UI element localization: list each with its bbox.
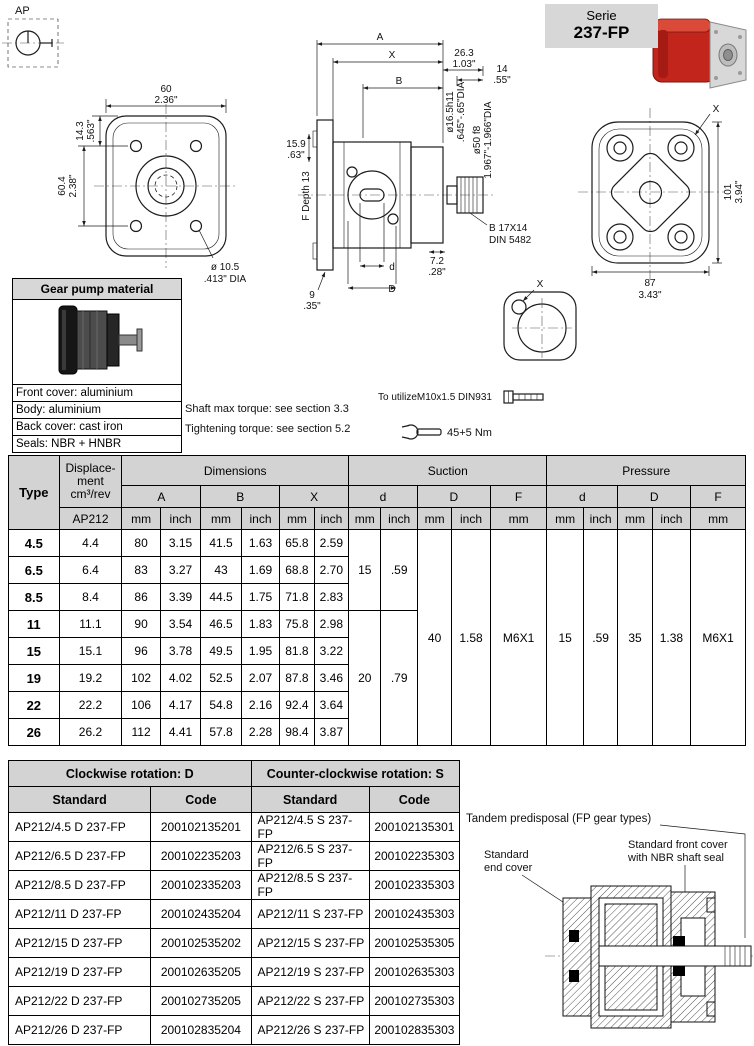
ccw-code-cell: 200102635303 bbox=[369, 958, 459, 987]
dim-cell: 80 bbox=[122, 530, 160, 557]
material-front-cover: Front cover: aluminium bbox=[13, 384, 181, 401]
table-cell: mm bbox=[349, 508, 381, 530]
suction-d-mm: 20 bbox=[349, 611, 381, 746]
type-cell: 8.5 bbox=[9, 584, 60, 611]
pressure-d-inch: .59 bbox=[583, 530, 617, 746]
material-seals: Seals: NBR + HNBR bbox=[13, 435, 181, 452]
dim-cell: 1.75 bbox=[241, 584, 279, 611]
dim-A: A bbox=[376, 32, 384, 43]
table-cell: mm bbox=[201, 508, 241, 530]
dim-cell: 106 bbox=[122, 692, 160, 719]
dim-cell: 1.95 bbox=[241, 638, 279, 665]
dim-cell: 1.63 bbox=[241, 530, 279, 557]
x-callout-label: X bbox=[712, 104, 720, 115]
dim-cell: 112 bbox=[122, 719, 160, 746]
suction-F-header: F bbox=[490, 486, 547, 508]
dim-cell: 3.22 bbox=[314, 638, 348, 665]
material-back-cover: Back cover: cast iron bbox=[13, 418, 181, 435]
table-cell: inch bbox=[241, 508, 279, 530]
tandem-section bbox=[460, 808, 754, 1046]
cross-section-drawing bbox=[545, 886, 754, 1028]
pressure-D-mm: 35 bbox=[618, 530, 652, 746]
dim-cell: 90 bbox=[122, 611, 160, 638]
dim-cell: 6.4 bbox=[59, 557, 122, 584]
type-cell: 4.5 bbox=[9, 530, 60, 557]
dim-cell: 44.5 bbox=[201, 584, 241, 611]
dim-cell: 3.64 bbox=[314, 692, 348, 719]
ccw-code-cell: 200102235303 bbox=[369, 842, 459, 871]
dim-table-row bbox=[9, 530, 746, 557]
pressure-F-header: F bbox=[691, 486, 746, 508]
ccw-standard-cell: AP212/22 S 237-FP bbox=[251, 987, 369, 1016]
ccw-standard-cell: AP212/15 S 237-FP bbox=[251, 929, 369, 958]
dim-cell: 22.2 bbox=[59, 692, 122, 719]
dim-cell: 1.69 bbox=[241, 557, 279, 584]
ordering-table bbox=[8, 760, 460, 1045]
front-cover-label: Standard front cover bbox=[628, 839, 728, 851]
order-table-row bbox=[9, 987, 460, 1016]
dim-cell: 98.4 bbox=[280, 719, 314, 746]
ccw-standard-cell: AP212/11 S 237-FP bbox=[251, 900, 369, 929]
ccw-standard-cell: AP212/26 S 237-FP bbox=[251, 1016, 369, 1045]
dim-cell: 2.83 bbox=[314, 584, 348, 611]
order-table-row bbox=[9, 813, 460, 842]
dim-cell: 57.8 bbox=[201, 719, 241, 746]
dimensions-group-header: Dimensions bbox=[122, 456, 349, 486]
cw-standard-cell: AP212/26 D 237-FP bbox=[9, 1016, 151, 1045]
table-cell: inch bbox=[314, 508, 348, 530]
dim-cell: 3.39 bbox=[160, 584, 200, 611]
material-body: Body: aluminium bbox=[13, 401, 181, 418]
dim-60-inch: 2.36" bbox=[154, 95, 178, 106]
dim-cell: 3.54 bbox=[160, 611, 200, 638]
spline-standard-label: DIN 5482 bbox=[489, 235, 532, 246]
dim-pilot-dia: ø50 f8 bbox=[472, 125, 483, 155]
ccw-code-cell: 200102735303 bbox=[369, 987, 459, 1016]
back-view-drawing bbox=[578, 104, 745, 301]
cw-standard-cell: AP212/8.5 D 237-FP bbox=[9, 871, 151, 900]
dim-cell: 52.5 bbox=[201, 665, 241, 692]
suction-d-inch: .79 bbox=[381, 611, 417, 746]
table-cell: mm bbox=[691, 508, 746, 530]
dim-cell: 2.59 bbox=[314, 530, 348, 557]
table-cell: mm bbox=[547, 508, 583, 530]
dim-26-3-inch: 1.03" bbox=[452, 59, 476, 70]
cw-standard-cell: AP212/15 D 237-FP bbox=[9, 929, 151, 958]
end-cover-label2: end cover bbox=[484, 862, 533, 874]
dim-15-9-inch: .63" bbox=[287, 150, 305, 161]
suction-d-inch: .59 bbox=[381, 530, 417, 611]
end-cover-label: Standard bbox=[484, 849, 529, 861]
dim-14: 14 bbox=[496, 64, 508, 75]
material-box bbox=[12, 278, 182, 453]
dim-pilot-dia-inch: 1.967"-1.966"DIA bbox=[483, 101, 494, 179]
serie-badge bbox=[545, 4, 658, 48]
dim-cell: 2.07 bbox=[241, 665, 279, 692]
cw-code-cell: 200102735205 bbox=[151, 987, 251, 1016]
shaft-torque-note: Shaft max torque: see section 3.3 bbox=[185, 403, 349, 415]
utilize-note: To utilizeM10x1.5 DIN931 bbox=[378, 392, 492, 403]
suction-F: M6X1 bbox=[490, 530, 547, 746]
dim-26-3: 26.3 bbox=[454, 48, 474, 59]
dim-cell: 4.41 bbox=[160, 719, 200, 746]
dim-cell: 2.98 bbox=[314, 611, 348, 638]
suction-D-mm: 40 bbox=[417, 530, 451, 746]
ccw-code-cell: 200102335303 bbox=[369, 871, 459, 900]
order-table-row bbox=[9, 1016, 460, 1045]
dim-cell: 86 bbox=[122, 584, 160, 611]
material-pump-image bbox=[13, 300, 181, 384]
dim-cell: 49.5 bbox=[201, 638, 241, 665]
tandem-note: Tandem predisposal (FP gear types) bbox=[466, 813, 652, 825]
front-cover-label2: with NBR shaft seal bbox=[628, 852, 724, 864]
cw-standard-cell: AP212/19 D 237-FP bbox=[9, 958, 151, 987]
type-cell: 6.5 bbox=[9, 557, 60, 584]
suction-D-header: D bbox=[417, 486, 490, 508]
ccw-code-cell: 200102135301 bbox=[369, 813, 459, 842]
dim-cell: 11.1 bbox=[59, 611, 122, 638]
dim-cell: 1.83 bbox=[241, 611, 279, 638]
wrench-icon bbox=[400, 425, 441, 439]
dimension-table bbox=[8, 455, 746, 746]
dim-cell: 102 bbox=[122, 665, 160, 692]
col-B-header: B bbox=[201, 486, 280, 508]
dim-cell: 71.8 bbox=[280, 584, 314, 611]
ap212-header: AP212 bbox=[59, 508, 122, 530]
pressure-F: M6X1 bbox=[691, 530, 746, 746]
dim-cell: 96 bbox=[122, 638, 160, 665]
type-cell: 11 bbox=[9, 611, 60, 638]
table-cell: inch bbox=[160, 508, 200, 530]
detail-x-label: X bbox=[536, 279, 544, 290]
wrench-torque-value: 45+5 Nm bbox=[447, 427, 492, 439]
pressure-D-header: D bbox=[618, 486, 691, 508]
cw-code-cell: 200102135201 bbox=[151, 813, 251, 842]
dim-cell: 41.5 bbox=[201, 530, 241, 557]
pressure-group-header: Pressure bbox=[547, 456, 746, 486]
suction-d-header: d bbox=[349, 486, 418, 508]
torque-notes bbox=[185, 391, 543, 439]
dim-shaft-dia: ø16.5h11 bbox=[445, 91, 456, 133]
dim-14-inch: .55" bbox=[493, 75, 511, 86]
dim-60-4: 60.4 bbox=[57, 176, 68, 196]
detail-view-drawing bbox=[504, 279, 576, 360]
cw-standard-cell: AP212/4.5 D 237-FP bbox=[9, 813, 151, 842]
cw-code-cell: 200102635205 bbox=[151, 958, 251, 987]
screw-icon bbox=[504, 391, 543, 403]
pressure-d-header: d bbox=[547, 486, 618, 508]
dim-cell: 4.02 bbox=[160, 665, 200, 692]
type-header: Type bbox=[9, 456, 60, 530]
dim-cell: 19.2 bbox=[59, 665, 122, 692]
dim-X: X bbox=[388, 50, 396, 61]
dim-cell: 75.8 bbox=[280, 611, 314, 638]
dim-cell: 83 bbox=[122, 557, 160, 584]
cw-code-cell: 200102535202 bbox=[151, 929, 251, 958]
dim-d-label: d bbox=[389, 262, 395, 273]
dim-cell: 3.78 bbox=[160, 638, 200, 665]
dim-shaft-dia-inch: .645"-.65"DIA bbox=[456, 81, 467, 143]
dim-cell: 2.28 bbox=[241, 719, 279, 746]
dim-14-3-inch: .563" bbox=[86, 119, 97, 143]
order-table-row bbox=[9, 958, 460, 987]
dim-B: B bbox=[395, 76, 403, 87]
cw-code-cell: 200102435204 bbox=[151, 900, 251, 929]
pump-product-image bbox=[653, 19, 746, 88]
dim-cell: 65.8 bbox=[280, 530, 314, 557]
suction-d-mm: 15 bbox=[349, 530, 381, 611]
type-cell: 22 bbox=[9, 692, 60, 719]
table-cell: inch bbox=[381, 508, 417, 530]
dim-7-2: 7.2 bbox=[430, 256, 444, 267]
ccw-code-header: Code bbox=[369, 787, 459, 813]
cw-code-cell: 200102835204 bbox=[151, 1016, 251, 1045]
table-cell: mm bbox=[122, 508, 160, 530]
material-box-title: Gear pump material bbox=[13, 279, 181, 300]
dim-15-9: 15.9 bbox=[286, 139, 306, 150]
dim-cell: 2.16 bbox=[241, 692, 279, 719]
table-cell: mm bbox=[490, 508, 547, 530]
ccw-standard-cell: AP212/4.5 S 237-FP bbox=[251, 813, 369, 842]
dim-101: 101 bbox=[723, 183, 734, 201]
table-cell: inch bbox=[652, 508, 690, 530]
dim-hole-dia-inch: .413" DIA bbox=[203, 274, 247, 285]
order-table-row bbox=[9, 842, 460, 871]
dim-cell: 68.8 bbox=[280, 557, 314, 584]
dim-cell: 92.4 bbox=[280, 692, 314, 719]
table-cell: mm bbox=[280, 508, 314, 530]
ccw-standard-header: Standard bbox=[251, 787, 369, 813]
dim-60: 60 bbox=[160, 84, 172, 95]
ccw-code-cell: 200102535305 bbox=[369, 929, 459, 958]
dim-cell: 15.1 bbox=[59, 638, 122, 665]
type-cell: 26 bbox=[9, 719, 60, 746]
dim-60-4-inch: 2.38" bbox=[68, 174, 79, 198]
dim-D-label: D bbox=[388, 284, 396, 295]
cw-code-cell: 200102235203 bbox=[151, 842, 251, 871]
counter-clockwise-header: Counter-clockwise rotation: S bbox=[251, 761, 459, 787]
pressure-D-inch: 1.38 bbox=[652, 530, 690, 746]
dim-cell: 3.87 bbox=[314, 719, 348, 746]
dim-14-3: 14.3 bbox=[75, 121, 86, 141]
dim-cell: 26.2 bbox=[59, 719, 122, 746]
type-cell: 19 bbox=[9, 665, 60, 692]
table-cell: mm bbox=[417, 508, 451, 530]
dim-cell: 54.8 bbox=[201, 692, 241, 719]
dim-cell: 3.27 bbox=[160, 557, 200, 584]
dim-cell: 2.70 bbox=[314, 557, 348, 584]
dim-cell: 4.17 bbox=[160, 692, 200, 719]
dim-cell: 87.8 bbox=[280, 665, 314, 692]
cw-code-cell: 200102335203 bbox=[151, 871, 251, 900]
order-table-row bbox=[9, 929, 460, 958]
serie-label: Serie bbox=[586, 8, 617, 23]
clockwise-header: Clockwise rotation: D bbox=[9, 761, 252, 787]
dim-cell: 4.4 bbox=[59, 530, 122, 557]
cw-standard-cell: AP212/6.5 D 237-FP bbox=[9, 842, 151, 871]
cw-code-header: Code bbox=[151, 787, 251, 813]
dim-cell: 3.15 bbox=[160, 530, 200, 557]
dim-7-2-inch: .28" bbox=[428, 267, 446, 278]
col-A-header: A bbox=[122, 486, 201, 508]
dim-cell: 81.8 bbox=[280, 638, 314, 665]
ccw-standard-cell: AP212/6.5 S 237-FP bbox=[251, 842, 369, 871]
ap-label: AP bbox=[15, 5, 30, 17]
ap-symbol bbox=[2, 5, 64, 67]
suction-D-inch: 1.58 bbox=[452, 530, 490, 746]
table-cell: mm bbox=[618, 508, 652, 530]
cw-standard-cell: AP212/22 D 237-FP bbox=[9, 987, 151, 1016]
cw-standard-header: Standard bbox=[9, 787, 151, 813]
dim-cell: 8.4 bbox=[59, 584, 122, 611]
suction-group-header: Suction bbox=[349, 456, 547, 486]
order-table-row bbox=[9, 900, 460, 929]
dim-9-inch: .35" bbox=[303, 301, 321, 312]
dim-101-inch: 3.94" bbox=[734, 180, 745, 204]
table-cell: inch bbox=[583, 508, 617, 530]
dim-9: 9 bbox=[309, 290, 315, 301]
tightening-torque-note: Tightening torque: see section 5.2 bbox=[185, 423, 351, 435]
dim-cell: 46.5 bbox=[201, 611, 241, 638]
ccw-code-cell: 200102435303 bbox=[369, 900, 459, 929]
displacement-header: Displace- ment cm³/rev bbox=[59, 456, 122, 508]
dim-cell: 43 bbox=[201, 557, 241, 584]
pressure-d-mm: 15 bbox=[547, 530, 583, 746]
type-cell: 15 bbox=[9, 638, 60, 665]
dim-table-body bbox=[9, 530, 746, 746]
dim-hole-dia: ø 10.5 bbox=[210, 262, 240, 273]
f-depth-label: F Depth 13 bbox=[301, 171, 312, 221]
order-table-body bbox=[9, 813, 460, 1045]
spline-label: B 17X14 bbox=[489, 223, 528, 234]
table-cell: inch bbox=[452, 508, 490, 530]
order-table-row bbox=[9, 871, 460, 900]
ccw-standard-cell: AP212/19 S 237-FP bbox=[251, 958, 369, 987]
dim-87-inch: 3.43" bbox=[638, 290, 662, 301]
serie-number: 237-FP bbox=[573, 23, 630, 42]
ccw-code-cell: 200102835303 bbox=[369, 1016, 459, 1045]
side-view-drawing bbox=[286, 32, 531, 312]
ccw-standard-cell: AP212/8.5 S 237-FP bbox=[251, 871, 369, 900]
front-view-drawing bbox=[57, 84, 247, 285]
col-X-header: X bbox=[280, 486, 349, 508]
dim-cell: 3.46 bbox=[314, 665, 348, 692]
cw-standard-cell: AP212/11 D 237-FP bbox=[9, 900, 151, 929]
dim-87: 87 bbox=[644, 278, 656, 289]
